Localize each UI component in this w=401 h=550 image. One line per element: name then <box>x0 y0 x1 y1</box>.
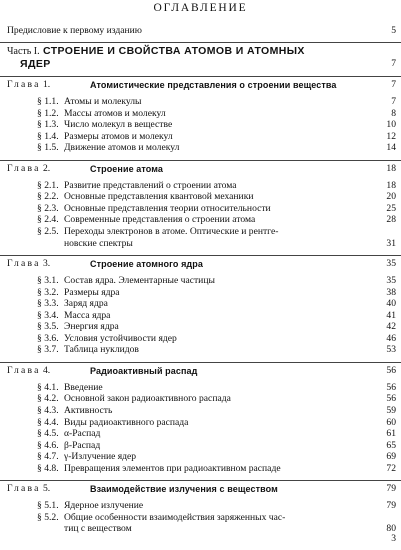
entry-page: 56 <box>386 393 396 405</box>
chapter-number <box>7 258 50 270</box>
section-title-cont: новские спектры <box>64 237 133 249</box>
toc-entry-section[interactable] <box>0 463 401 475</box>
entry-page: 8 <box>391 107 396 119</box>
section-number: § 1.5. <box>37 142 59 154</box>
section-number: § 2.5. <box>37 225 59 237</box>
section-title: Современные представления о строении атома <box>64 214 256 226</box>
entry-page: 7 <box>391 58 396 69</box>
entry-page: 38 <box>386 286 396 298</box>
section-title: Состав ядра. Элементарные частицы <box>64 275 215 287</box>
toc-entry-section[interactable] <box>0 226 401 238</box>
section-number: § 5.1. <box>37 500 59 512</box>
section-title: γ-Излучение ядер <box>64 451 137 463</box>
toc-entry-section[interactable] <box>0 382 401 394</box>
section-number: § 1.1. <box>37 96 59 107</box>
section-divider <box>0 480 401 481</box>
section-title: Число молекул в веществе <box>64 119 173 131</box>
section-number: § 4.7. <box>37 451 59 463</box>
entry-page: 40 <box>386 298 396 310</box>
chapter-title: Атомистические представления о строении вещества <box>90 80 337 90</box>
section-number: § 1.3. <box>37 119 59 131</box>
chapter-number <box>7 365 50 377</box>
section-number: § 4.8. <box>37 462 59 474</box>
part-title-line2: ЯДЕР <box>20 58 51 70</box>
toc-entry-section-cont[interactable] <box>0 523 401 535</box>
section-title: Ядерное излучение <box>64 500 144 512</box>
toc-entry-section[interactable] <box>0 119 401 131</box>
entry-page: 25 <box>386 202 396 214</box>
entry-page: 10 <box>386 119 396 131</box>
section-title: Заряд ядра <box>64 298 108 310</box>
section-title-cont: тиц с веществом <box>64 523 132 535</box>
chapter-word: Глава <box>7 483 41 495</box>
section-number: § 4.5. <box>37 428 59 440</box>
chapter-num: 2. <box>42 162 51 174</box>
entry-page: 20 <box>386 191 396 203</box>
section-title: Превращения элементов при радиоактивном распаде <box>64 462 281 474</box>
toc-entry-section[interactable] <box>0 142 401 154</box>
chapter-title: Строение атомного ядра <box>90 259 203 270</box>
entry-page: 18 <box>386 179 396 191</box>
section-divider <box>0 362 401 363</box>
entry-page: 41 <box>386 309 396 321</box>
entry-page: 28 <box>386 214 396 226</box>
section-title: Энергия ядра <box>64 321 119 333</box>
entry-page: 35 <box>386 258 396 270</box>
chapter-title: Строение атома <box>90 163 163 174</box>
toc-entry-section[interactable] <box>0 500 401 512</box>
section-title: Масса ядра <box>64 309 111 321</box>
section-title: Основные представления теории относительности <box>64 202 271 214</box>
section-title: Размеры ядра <box>64 286 120 298</box>
chapter-word: Глава <box>7 364 41 376</box>
section-title: Введение <box>64 381 103 393</box>
page-number: 3 <box>391 533 396 544</box>
entry-page: 80 <box>386 523 396 535</box>
toc-entry-section[interactable] <box>0 405 401 417</box>
entry-page: 42 <box>386 321 396 333</box>
toc-entry-section[interactable] <box>0 287 401 299</box>
chapter-num: 4. <box>42 364 51 376</box>
toc-entry-section-cont[interactable] <box>0 238 401 250</box>
entry-page: 7 <box>391 96 396 107</box>
toc-entry-section[interactable] <box>0 275 401 287</box>
section-number: § 4.3. <box>37 405 59 416</box>
toc-entry-section[interactable] <box>0 451 401 463</box>
section-title: Общие особенности взаимодействия заряженных час- <box>64 511 286 523</box>
entry-page: 7 <box>391 79 396 90</box>
entry-page: 18 <box>386 162 396 174</box>
toc-entry-section[interactable] <box>0 428 401 440</box>
entry-page: 79 <box>386 483 396 495</box>
entry-page: 69 <box>386 451 396 463</box>
section-title: Таблица нуклидов <box>64 344 139 356</box>
section-divider <box>0 160 401 161</box>
section-number: § 2.3. <box>37 202 59 214</box>
section-divider <box>0 42 401 43</box>
toc-entry-chapter-5[interactable] <box>0 483 401 495</box>
entry-page: 53 <box>386 344 396 356</box>
section-title: Развитие представлений о строении атома <box>64 179 237 191</box>
section-title: Массы атомов и молекул <box>64 107 166 119</box>
section-number: § 3.3. <box>37 298 59 310</box>
entry-page: 12 <box>386 130 396 142</box>
section-title: Основные представления квантовой механики <box>64 191 254 203</box>
chapter-num: 1. <box>42 79 51 90</box>
section-title: Виды радиоактивного распада <box>64 416 189 428</box>
section-title: Переходы электронов в атоме. Оптические и рентге- <box>64 225 279 237</box>
part-prefix: Часть I. <box>7 46 40 57</box>
toc-entry-section[interactable] <box>0 191 401 203</box>
toc-entry-section[interactable] <box>0 131 401 143</box>
part-title-line1: СТРОЕНИЕ И СВОЙСТВА АТОМОВ И АТОМНЫХ <box>42 45 305 57</box>
entry-page: 56 <box>386 381 396 393</box>
section-number: § 1.4. <box>37 130 59 142</box>
entry-page: 5 <box>391 25 396 36</box>
section-number: § 3.6. <box>37 332 59 344</box>
chapter-number <box>7 483 50 495</box>
toc-entry-section[interactable] <box>0 96 401 108</box>
section-title: Движение атомов и молекул <box>64 142 180 154</box>
toc-entry-part-cont[interactable] <box>0 58 401 70</box>
chapter-num: 5. <box>42 483 51 495</box>
chapter-title: Взаимодействие излучения с веществом <box>90 484 278 495</box>
section-title: β-Распад <box>64 439 101 451</box>
section-number: § 1.2. <box>37 107 59 119</box>
section-number: § 4.4. <box>37 416 59 428</box>
entry-page: 79 <box>386 500 396 512</box>
section-number: § 3.2. <box>37 286 59 298</box>
section-title: Условия устойчивости ядер <box>64 332 177 344</box>
toc-entry-chapter-4[interactable] <box>0 365 401 377</box>
section-number: § 4.1. <box>37 381 59 393</box>
toc-entry-part[interactable] <box>0 45 401 57</box>
chapter-number <box>7 163 50 175</box>
chapter-word: Глава <box>7 258 41 270</box>
section-number: § 3.4. <box>37 309 59 321</box>
section-divider <box>0 76 401 77</box>
chapter-word: Глава <box>7 162 41 174</box>
toc-entry-section[interactable] <box>0 180 401 192</box>
part-title <box>7 45 305 58</box>
entry-title: Предисловие к первому изданию <box>7 25 142 36</box>
entry-page: 60 <box>386 416 396 428</box>
toc-entry-preface[interactable] <box>0 25 401 37</box>
toc-entry-chapter-3[interactable] <box>0 258 401 270</box>
toc-entry-section[interactable] <box>0 310 401 322</box>
entry-page: 61 <box>386 428 396 440</box>
chapter-num: 3. <box>42 258 51 270</box>
toc-entry-section[interactable] <box>0 298 401 310</box>
section-number: § 2.1. <box>37 179 59 191</box>
section-title: Атомы и молекулы <box>64 96 142 107</box>
entry-page: 14 <box>386 142 396 154</box>
entry-page: 59 <box>386 405 396 416</box>
section-number: § 3.7. <box>37 344 59 356</box>
section-number: § 2.2. <box>37 191 59 203</box>
entry-page: 46 <box>386 332 396 344</box>
toc-entry-section[interactable] <box>0 333 401 345</box>
section-number: § 3.5. <box>37 321 59 333</box>
section-number: § 4.2. <box>37 393 59 405</box>
section-number: § 4.6. <box>37 439 59 451</box>
section-number: § 2.4. <box>37 214 59 226</box>
toc-entry-section[interactable] <box>0 321 401 333</box>
toc-entry-section[interactable] <box>0 393 401 405</box>
chapter-word: Глава <box>7 79 41 90</box>
section-title: α-Распад <box>64 428 101 440</box>
entry-page: 56 <box>386 364 396 376</box>
toc-entry-section[interactable] <box>0 108 401 120</box>
entry-page: 72 <box>386 462 396 474</box>
toc-entry-section[interactable] <box>0 203 401 215</box>
section-title: Размеры атомов и молекул <box>64 130 173 142</box>
toc-entry-section[interactable] <box>0 214 401 226</box>
toc-entry-chapter-2[interactable] <box>0 163 401 175</box>
toc-entry-chapter-1[interactable] <box>0 79 401 91</box>
toc-title: ОГЛАВЛЕНИЕ <box>153 2 248 14</box>
section-title: Основной закон радиоактивного распада <box>64 393 231 405</box>
toc-entry-section[interactable] <box>0 512 401 524</box>
section-divider <box>0 255 401 256</box>
chapter-number <box>7 79 50 91</box>
section-number: § 3.1. <box>37 275 59 287</box>
section-title: Активность <box>64 405 113 416</box>
toc-entry-section[interactable] <box>0 440 401 452</box>
section-number: § 5.2. <box>37 511 59 523</box>
toc-entry-section[interactable] <box>0 417 401 429</box>
entry-page: 35 <box>386 275 396 287</box>
entry-page: 31 <box>386 237 396 249</box>
toc-entry-section[interactable] <box>0 344 401 356</box>
entry-page: 65 <box>386 439 396 451</box>
chapter-title: Радиоактивный распад <box>90 365 198 376</box>
